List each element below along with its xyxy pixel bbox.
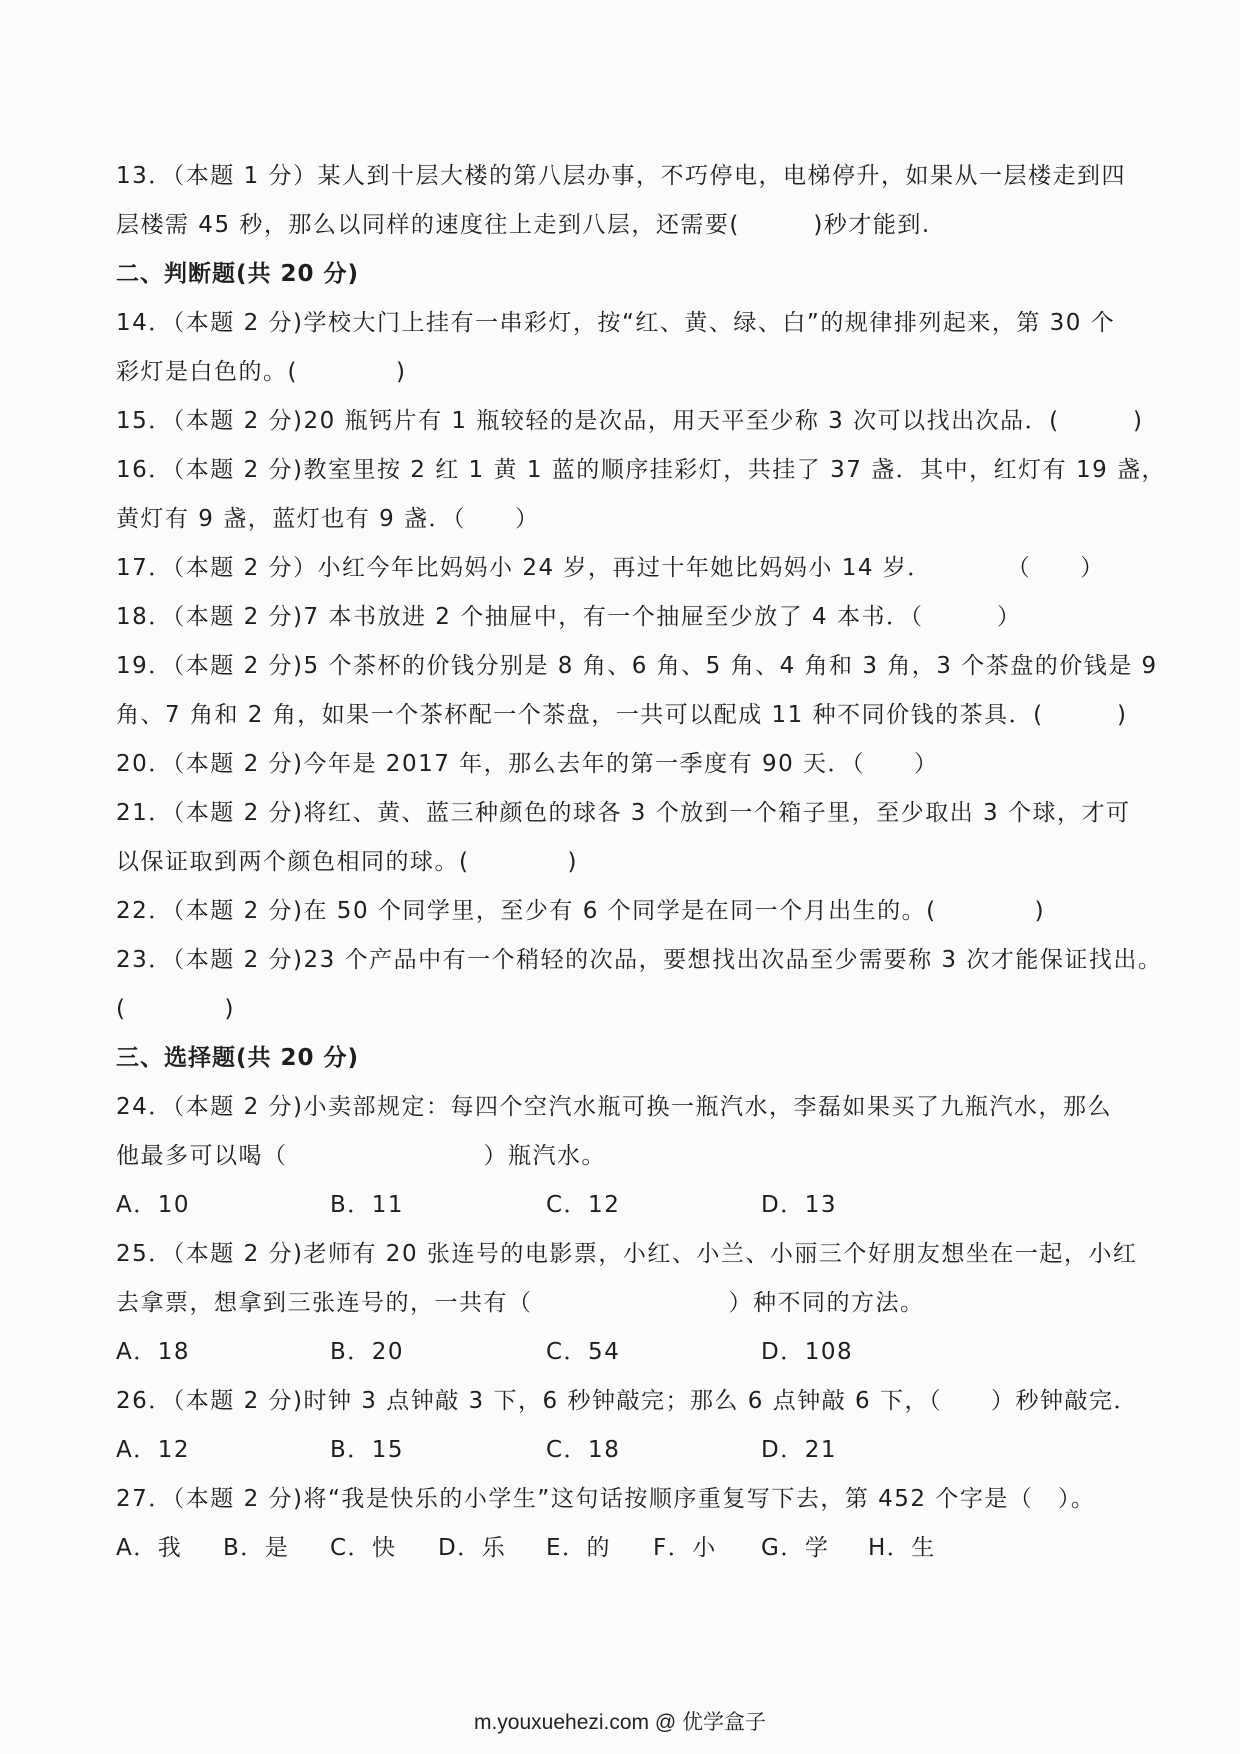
question-26: 26．（本题 2 分)时钟 3 点钟敲 3 下，6 秒钟敲完；那么 6 点钟敲 6 下，（ ）秒钟敲完． <box>116 1388 1138 1414</box>
option-c: C．12 <box>546 1192 621 1218</box>
option-d: D．108 <box>761 1339 854 1365</box>
question-23-line-1: 23．（本题 2 分)23 个产品中有一个稍轻的次品，要想找出次品至少需要称 3 次才能保证找出。 <box>116 947 1163 973</box>
question-15: 15．（本题 2 分)20 瓶钙片有 1 瓶较轻的是次品，用天平至少称 3 次可以找出次品．( ) <box>116 408 1144 434</box>
option-f: F．小 <box>653 1535 717 1561</box>
option-g: G．学 <box>761 1535 830 1561</box>
question-19-line-1: 19．（本题 2 分)5 个茶杯的价钱分别是 8 角、6 角、5 角、4 角和 3 角，3 个茶盘的价钱是 9 <box>116 653 1158 679</box>
question-13-line-2: 层楼需 45 秒，那么以同样的速度往上走到八层，还需要( )秒才能到. <box>116 212 931 238</box>
question-23-line-2: ( ) <box>116 996 235 1022</box>
option-b: B．15 <box>330 1437 405 1463</box>
option-h: H．生 <box>868 1535 936 1561</box>
option-a: A．我 <box>116 1535 183 1561</box>
option-c: C．18 <box>546 1437 621 1463</box>
option-e: E．的 <box>546 1535 612 1561</box>
question-16-line-1: 16．（本题 2 分)教室里按 2 红 1 黄 1 蓝的顺序挂彩灯，共挂了 37 盏．其中，红灯有 19 盏， <box>116 457 1167 483</box>
question-13-line-1: 13．（本题 1 分）某人到十层大楼的第八层办事，不巧停电，电梯停升，如果从一层楼走到四 <box>116 163 1127 189</box>
question-21-line-2: 以保证取到两个颜色相同的球。( ) <box>116 849 578 875</box>
question-16-line-2: 黄灯有 9 盏，蓝灯也有 9 盏．（ ） <box>116 506 540 532</box>
question-14-line-2: 彩灯是白色的。( ) <box>116 359 407 385</box>
question-24-line-1: 24．（本题 2 分)小卖部规定：每四个空汽水瓶可换一瓶汽水，李磊如果买了九瓶汽水，那么 <box>116 1094 1112 1120</box>
option-b: B．是 <box>223 1535 290 1561</box>
question-24-line-2: 他最多可以喝（ ）瓶汽水。 <box>116 1143 606 1169</box>
option-a: A．18 <box>116 1339 191 1365</box>
option-a: A．10 <box>116 1192 191 1218</box>
question-18: 18．（本题 2 分)7 本书放进 2 个抽屉中，有一个抽屉至少放了 4 本书．（ ） <box>116 604 1022 630</box>
option-a: A．12 <box>116 1437 191 1463</box>
footer-watermark: m.youxuehezi.com @ 优学盒子 <box>473 1711 767 1734</box>
option-d: D．13 <box>761 1192 837 1218</box>
question-25-line-1: 25．（本题 2 分)老师有 20 张连号的电影票，小红、小兰、小丽三个好朋友想坐在一起，小红 <box>116 1241 1138 1267</box>
question-22: 22．（本题 2 分)在 50 个同学里，至少有 6 个同学是在同一个月出生的。( ) <box>116 898 1046 924</box>
option-d: D．21 <box>761 1437 837 1463</box>
option-c: C．54 <box>546 1339 621 1365</box>
question-17: 17．（本题 2 分）小红今年比妈妈小 24 岁，再过十年她比妈妈小 14 岁． （ ） <box>116 555 1105 581</box>
option-d: D．乐 <box>438 1535 507 1561</box>
section-heading-true-false: 二、判断题(共 20 分) <box>116 261 360 287</box>
question-14-line-1: 14．（本题 2 分)学校大门上挂有一串彩灯，按“红、黄、绿、白”的规律排列起来，第 30 个 <box>116 310 1116 336</box>
question-21-line-1: 21．（本题 2 分)将红、黄、蓝三种颜色的球各 3 个放到一个箱子里，至少取出 3 个球，才可 <box>116 800 1131 826</box>
question-27: 27．（本题 2 分)将“我是快乐的小学生”这句话按顺序重复写下去，第 452 个字是（ ）。 <box>116 1486 1096 1512</box>
option-c: C．快 <box>330 1535 397 1561</box>
option-b: B．20 <box>330 1339 405 1365</box>
question-19-line-2: 角、7 角和 2 角，如果一个茶杯配一个茶盘，一共可以配成 11 种不同价钱的茶具．( ) <box>116 702 1128 728</box>
section-heading-multiple-choice: 三、选择题(共 20 分) <box>116 1045 360 1071</box>
question-20: 20．（本题 2 分)今年是 2017 年，那么去年的第一季度有 90 天．（ ） <box>116 751 939 777</box>
option-b: B．11 <box>330 1192 405 1218</box>
question-25-line-2: 去拿票，想拿到三张连号的，一共有（ ）种不同的方法。 <box>116 1290 925 1316</box>
